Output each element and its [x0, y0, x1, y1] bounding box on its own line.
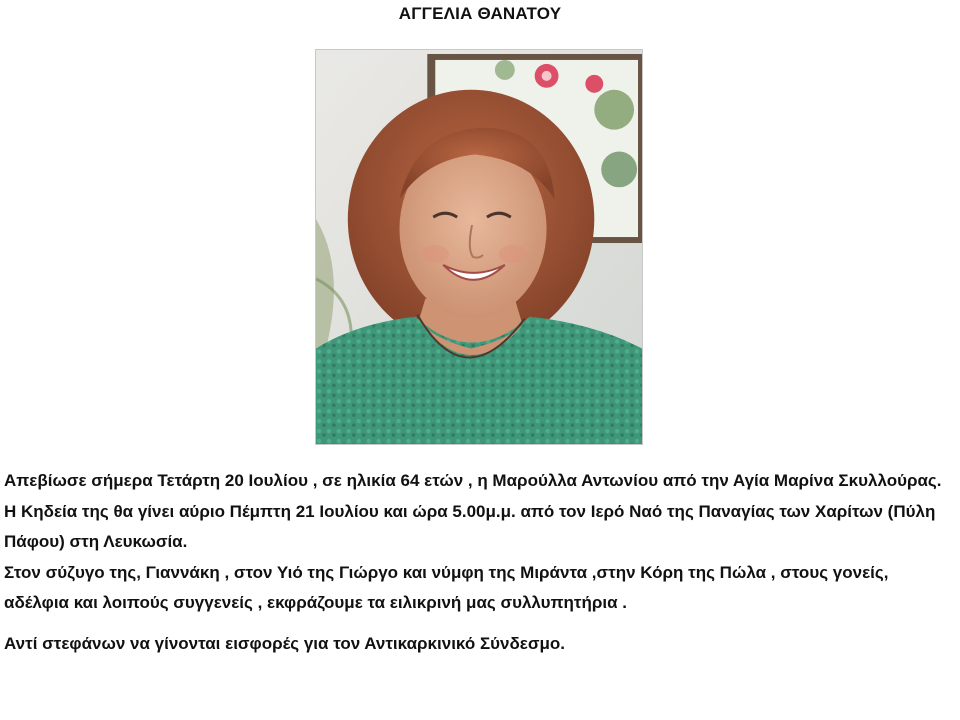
notice-body: [4, 466, 956, 659]
donation-request-paragraph: Αντί στεφάνων να γίνονται εισφορές για τον Αντικαρκινικό Σύνδεσμο.: [4, 633, 566, 653]
portrait-photo: [315, 49, 643, 445]
death-announcement-paragraph: Απεβίωσε σήμερα Τετάρτη 20 Ιουλίου , σε ηλικία 64 ετών , η Μαρούλλα Αντωνίου από την Αγία Μαρίνα Σκυλλούρας.: [4, 471, 942, 490]
page-title: ΑΓΓΕΛΙΑ ΘΑΝΑΤΟΥ: [398, 4, 562, 23]
funeral-details-paragraph: Η Κηδεία της θα γίνει αύριο Πέμπτη 21 Ιουλίου και ώρα 5.00μ.μ. από τον Ιερό Ναό της Παναγίας των Χαρίτων (Πύλη Πάφου) στη Λευκωσία.: [4, 501, 936, 551]
condolences-paragraph: Στον σύζυγο της, Γιαννάκη , στον Υιό της Γιώργο και νύμφη της Μιράντα ,στην Κόρη της Πώλα , στους γονείς, αδέλφια και λοιπούς συγγενείς , εκφράζουμε τα ειλικρινή μας συλλυπητήρια .: [4, 562, 889, 612]
portrait-image: [316, 50, 642, 444]
